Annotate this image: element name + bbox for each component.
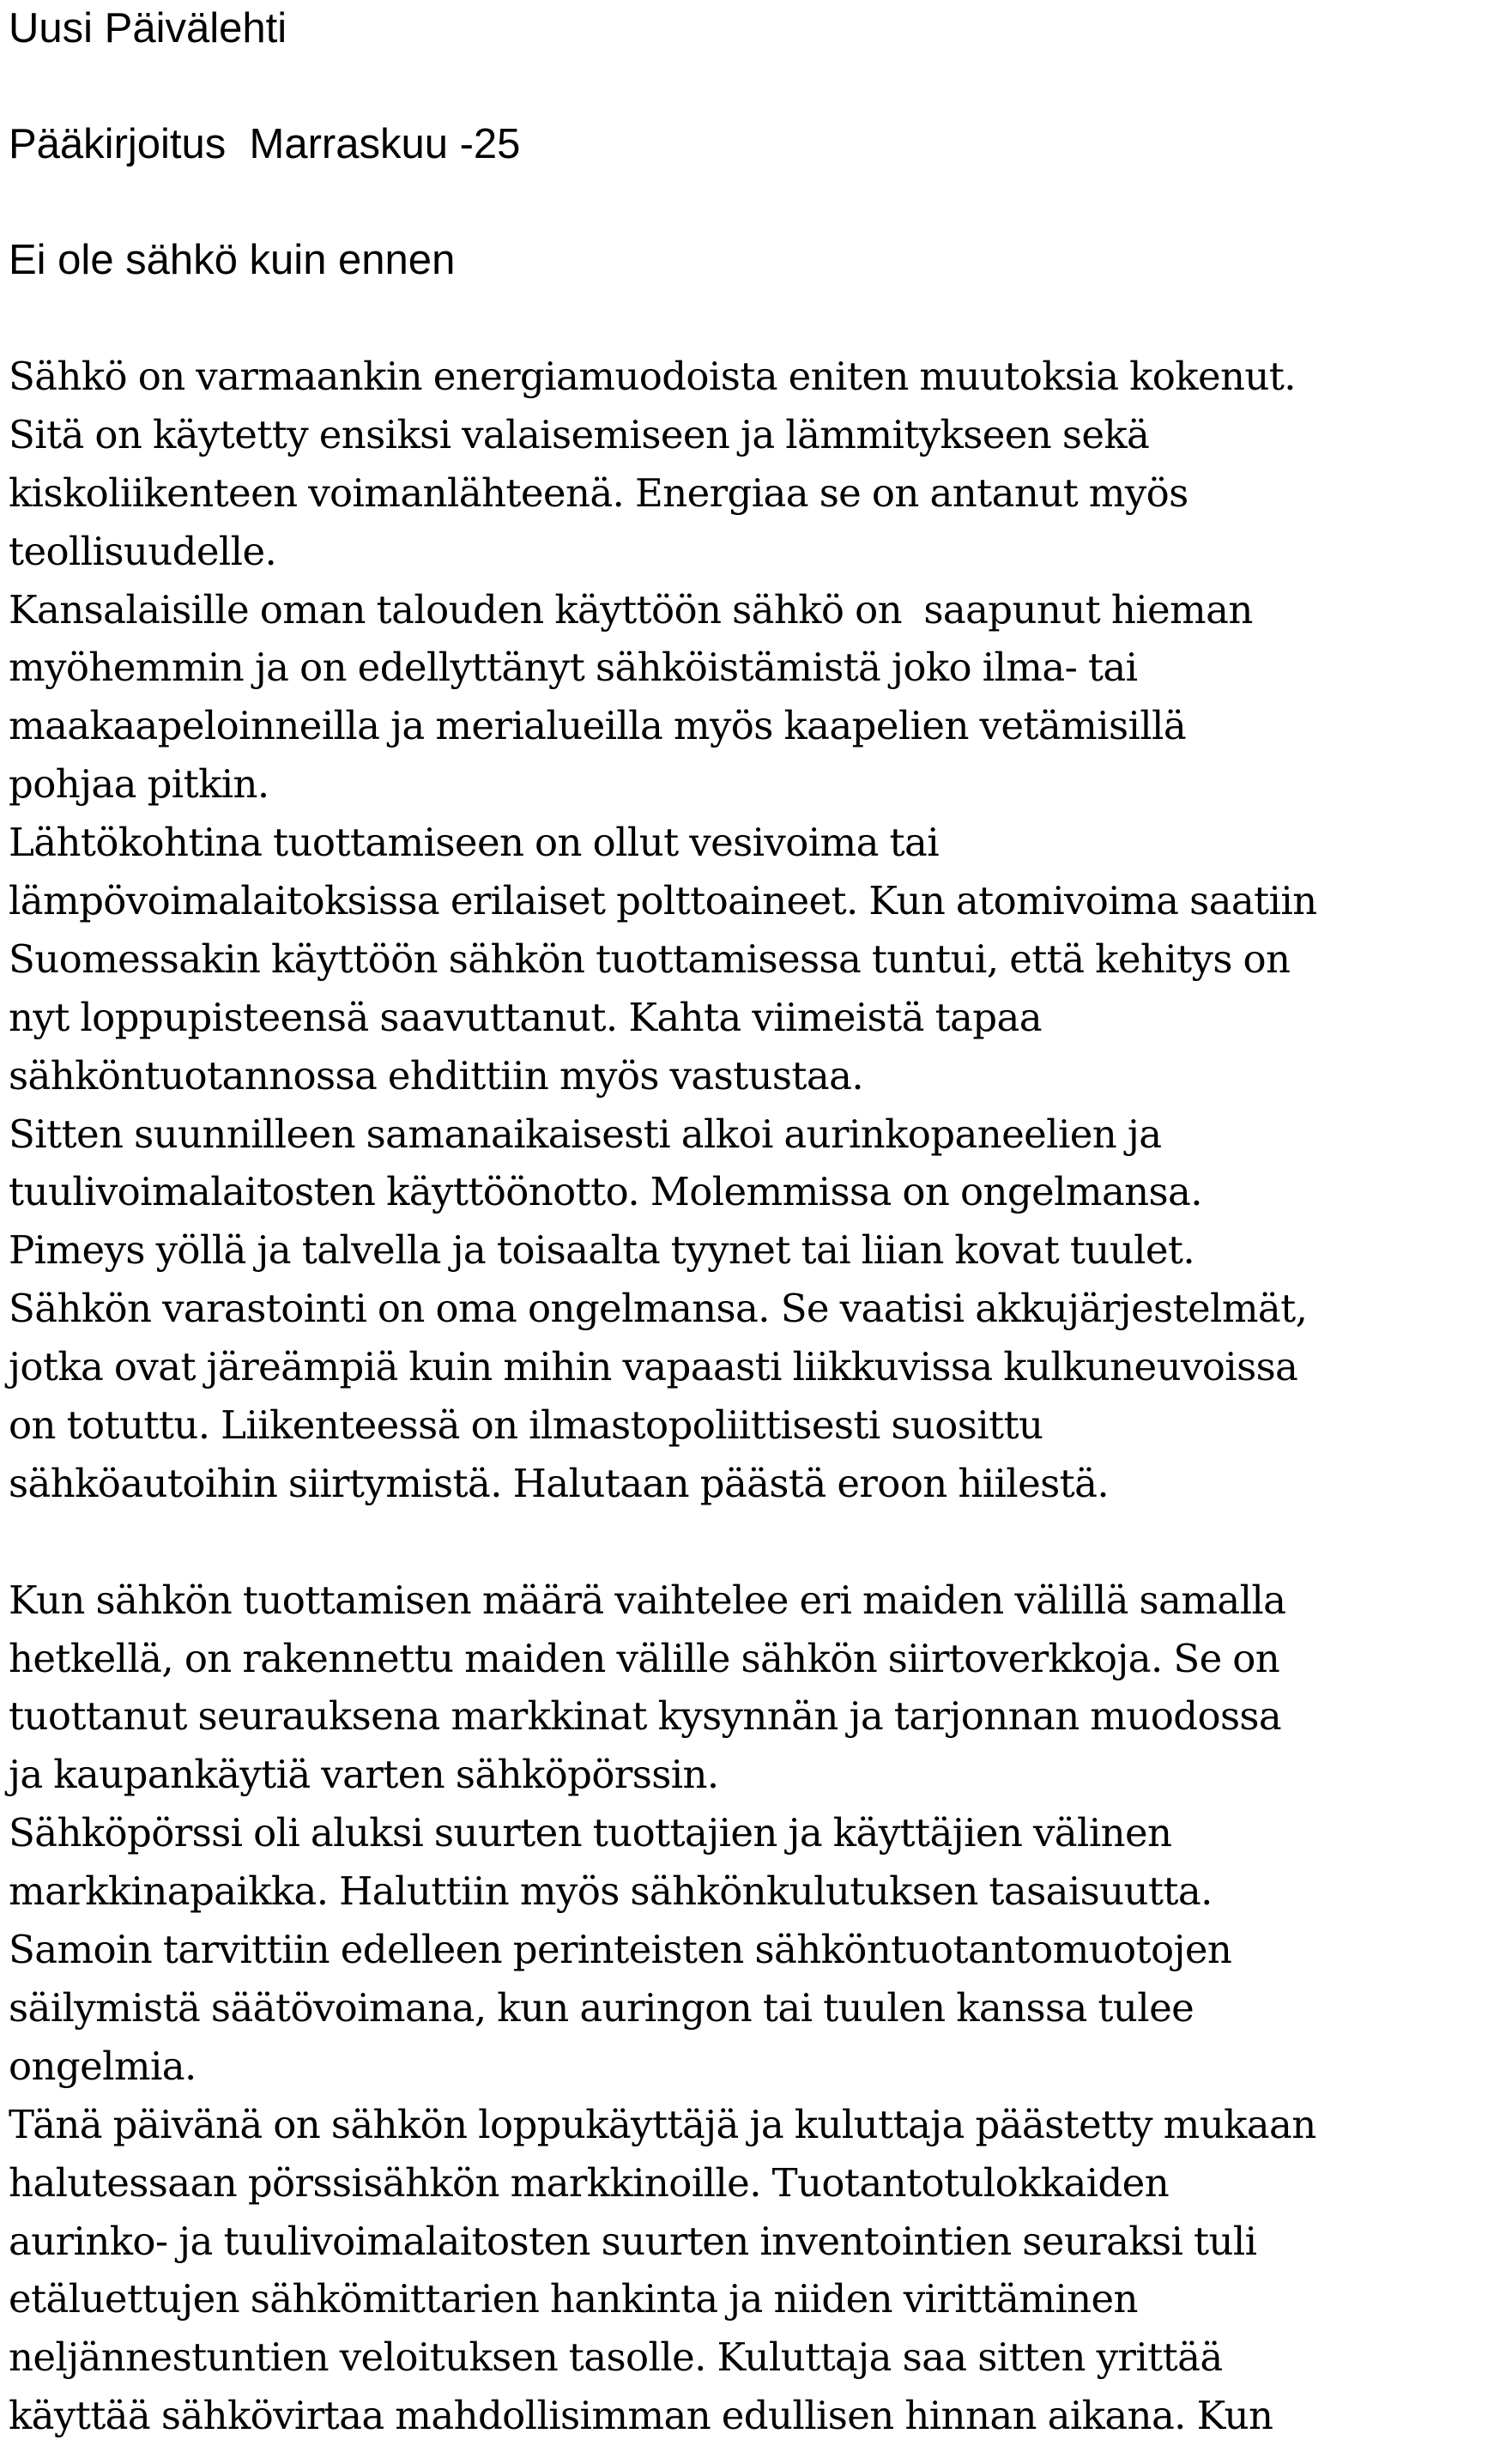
body-line: Sitten suunnilleen samanaikaisesti alkoi aurinkopaneelien ja bbox=[9, 1111, 1162, 1157]
body-line: halutessaan pörssisähkön markkinoille. Tuotantotulokkaiden bbox=[9, 2159, 1170, 2206]
body-line: tuottanut seurauksena markkinat kysynnän ja tarjonnan muodossa bbox=[9, 1693, 1282, 1740]
body-line: hetkellä, on rakennettu maiden välille sähkön siirtoverkkoja. Se on bbox=[9, 1635, 1280, 1681]
body-line: on totuttu. Liikenteessä on ilmastopoliittisesti suosittu bbox=[9, 1402, 1043, 1449]
newspaper-name: Uusi Päivälehti bbox=[9, 5, 287, 51]
body-line: ongelmia. bbox=[9, 2043, 197, 2089]
body-line: Suomessakin käyttöön sähkön tuottamisessa tuntui, että kehitys on bbox=[9, 935, 1291, 982]
body-line: käyttää sähkövirtaa mahdollisimman edullisen hinnan aikana. Kun bbox=[9, 2393, 1273, 2439]
body-line: Sähkö on varmaankin energiamuodoista eniten muutoksia kokenut. bbox=[9, 354, 1296, 399]
body-line: myöhemmin ja on edellyttänyt sähköistämistä joko ilma- tai bbox=[9, 645, 1138, 691]
body-line: lämpövoimalaitoksissa erilaiset polttoaineet. Kun atomivoima saatiin bbox=[9, 878, 1317, 924]
body-line: säilymistä säätövoimana, kun auringon tai tuulen kanssa tulee bbox=[9, 1984, 1195, 2031]
body-line: kiskoliikenteen voimanlähteenä. Energiaa se on antanut myös bbox=[9, 469, 1188, 516]
body-line: etäluettujen sähkömittarien hankinta ja niiden virittäminen bbox=[9, 2276, 1138, 2322]
body-line: maakaapeloinneilla ja merialueilla myös kaapelien vetämisillä bbox=[9, 703, 1187, 749]
body-line: nyt loppupisteensä saavuttanut. Kahta viimeistä tapaa bbox=[9, 994, 1042, 1040]
paragraph-gap bbox=[9, 1513, 1506, 1571]
body-line: ja kaupankäytiä varten sähköpörssin. bbox=[9, 1752, 719, 1798]
body-line: tuulivoimalaitosten käyttöönotto. Molemmissa on ongelmansa. bbox=[9, 1169, 1202, 1215]
body-line: Samoin tarvittiin edelleen perinteisten sähköntuotantomuotojen bbox=[9, 1927, 1232, 1973]
body-line: Sähköpörssi oli aluksi suurten tuottajien ja käyttäjien välinen bbox=[9, 1810, 1172, 1856]
article-title: Ei ole sähkö kuin ennen bbox=[9, 237, 456, 283]
body-line: pohjaa pitkin. bbox=[9, 761, 269, 808]
body-line: Lähtökohtina tuottamiseen on ollut vesivoima tai bbox=[9, 820, 940, 866]
body-line: Sitä on käytetty ensiksi valaisemiseen ja lämmitykseen sekä bbox=[9, 411, 1150, 457]
body-line: Kun sähkön tuottamisen määrä vaihtelee eri maiden välillä samalla bbox=[9, 1577, 1286, 1623]
body-line: teollisuudelle. bbox=[9, 528, 277, 574]
body-line: sähköautoihin siirtymistä. Halutaan päästä eroon hiilestä. bbox=[9, 1460, 1110, 1506]
body-line: markkinapaikka. Haluttiin myös sähkönkulutuksen tasaisuutta. bbox=[9, 1868, 1213, 1915]
body-line: aurinko- ja tuulivoimalaitosten suurten inventointien seuraksi tuli bbox=[9, 2218, 1257, 2264]
article-body bbox=[9, 348, 1506, 2445]
body-line: Tänä päivänä on sähkön loppukäyttäjä ja kuluttaja päästetty mukaan bbox=[9, 2101, 1316, 2147]
body-line: Sähkön varastointi on oma ongelmansa. Se vaatisi akkujärjestelmät, bbox=[9, 1286, 1308, 1332]
body-line: Kansalaisille oman talouden käyttöön sähkö on saapunut hieman bbox=[9, 586, 1253, 633]
body-line: jotka ovat järeämpiä kuin mihin vapaasti liikkuvissa kulkuneuvoissa bbox=[9, 1344, 1298, 1390]
body-line: neljännestuntien veloituksen tasolle. Kuluttaja saa sitten yrittää bbox=[9, 2334, 1223, 2381]
section-heading: Pääkirjoitus Marraskuu -25 bbox=[9, 121, 521, 167]
body-line: sähköntuotannossa ehdittiin myös vastustaa. bbox=[9, 1052, 864, 1099]
body-line: Pimeys yöllä ja talvella ja toisaalta tyynet tai liian kovat tuulet. bbox=[9, 1227, 1195, 1274]
